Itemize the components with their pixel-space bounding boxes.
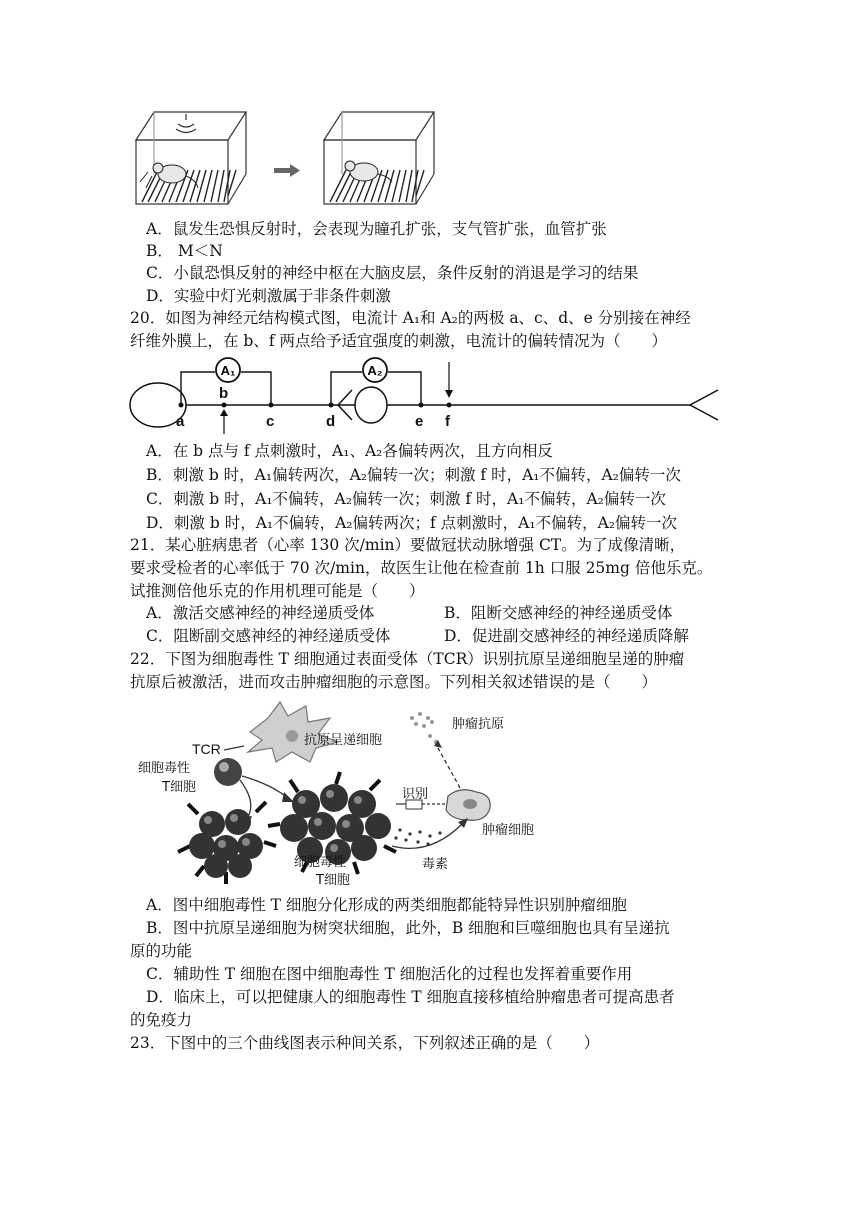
ctl-label-line1: 细胞毒性: [138, 761, 191, 776]
ctl-cluster-left: [178, 802, 276, 884]
q19-option-a: A．鼠发生恐惧反射时，会表现为瞳孔扩张，支气管扩张，血管扩张: [146, 220, 607, 238]
toxin-label: 毒素: [422, 857, 449, 872]
q22-option-d-line2: 的免疫力: [130, 1011, 193, 1029]
point-e-label: e: [415, 413, 424, 430]
q21-stem-line2: 要求受检者的心率低于 70 次/min，故医生让他在检查前 1h 口服 25mg 倍他乐克。: [130, 559, 713, 577]
q22-stem-line1: 22．下图为细胞毒性 T 细胞通过表面受体（TCR）识别抗原呈递细胞呈递的肿瘤: [130, 650, 685, 668]
tumor-antigen-label: 肿瘤抗原: [452, 717, 505, 732]
q22-option-a: A．图中细胞毒性 T 细胞分化形成的两类细胞都能特异性识别肿瘤细胞: [146, 896, 627, 914]
tumor-cell: [446, 790, 490, 821]
neuron-figure: [128, 354, 728, 436]
q22-option-d-line1: D．临床上，可以把健康人的细胞毒性 T 细胞直接移植给肿瘤患者可提高患者: [146, 988, 675, 1006]
point-f-label: f: [445, 413, 450, 430]
recognize-label: 识别: [402, 787, 429, 802]
q22-option-b-line2: 原的功能: [130, 942, 193, 960]
q21-option-c: C．阻断副交感神经的神经递质受体: [146, 627, 391, 645]
q20-stem-line2: 纤维外膜上，在 b、f 两点给予适宜强度的刺激，电流计的偏转情况为（ ）: [130, 332, 668, 350]
q19-option-c: C．小鼠恐惧反射的神经中枢在大脑皮层，条件反射的消退是学习的结果: [146, 264, 639, 282]
tumor-cell-label: 肿瘤细胞: [482, 823, 535, 838]
postsynaptic-soma: [355, 387, 387, 423]
antigen-release-arrow: [438, 748, 460, 788]
meter-a2-label: A₂: [367, 363, 383, 378]
apc-label: 抗原呈递细胞: [304, 733, 383, 748]
q20-option-c: C．刺激 b 时，A₁不偏转，A₂偏转一次；刺激 f 时，A₁不偏转，A₂偏转一次: [146, 490, 666, 508]
ctl-bottom-label-line1: 细胞毒性: [294, 855, 347, 870]
q21-option-d: D．促进副交感神经的神经递质降解: [444, 627, 689, 645]
q22-stem-line2: 抗原后被激活，进而攻击肿瘤细胞的示意图。下列相关叙述错误的是（ ）: [130, 673, 658, 691]
point-c-label: c: [266, 413, 275, 430]
q21-stem-line3: 试推测倍他乐克的作用机理可能是（ ）: [130, 582, 425, 600]
left-grid: [142, 170, 236, 202]
left-light: [176, 114, 196, 133]
immune-figure: [130, 696, 570, 888]
point-b-label: b: [219, 385, 229, 402]
meter-a1-label: A₁: [220, 363, 236, 378]
q23-stem: 23．下图中的三个曲线图表示种间关系，下列叙述正确的是（ ）: [130, 1034, 600, 1052]
q22-option-b-line1: B．图中抗原呈递细胞为树突状细胞，此外，B 细胞和巨噬细胞也具有呈递抗: [146, 919, 670, 937]
q19-option-b: B． M＜N: [146, 242, 223, 260]
q21-option-b: B．阻断交感神经的神经递质受体: [444, 604, 673, 622]
mouse-experiment-figure: [128, 104, 448, 208]
ctl-bottom-label-line2: T细胞: [316, 873, 350, 888]
q20-option-d: D．刺激 b 时，A₁不偏转，A₂偏转两次；f 点刺激时，A₁不偏转，A₂偏转一次: [146, 514, 677, 532]
point-d-label: d: [326, 413, 336, 430]
q21-stem-line1: 21．某心脏病患者（心率 130 次/min）要做冠状动脉增强 CT。为了成像清晰，: [130, 536, 686, 554]
tumor-antigen-dots: [410, 712, 438, 744]
point-a-label: a: [176, 413, 185, 430]
q20-option-b: B．刺激 b 时，A₁偏转两次，A₂偏转一次；刺激 f 时，A₁不偏转，A₂偏转一次: [146, 466, 681, 484]
q20-stem-line1: 20．如图为神经元结构模式图，电流计 A₁和 A₂的两极 a、c、d、e 分别接在神经: [130, 309, 691, 327]
q22-option-c: C．辅助性 T 细胞在图中细胞毒性 T 细胞活化的过程也发挥着重要作用: [146, 965, 633, 983]
naive-t-cell: [214, 758, 242, 786]
q19-option-d: D．实验中灯光刺激属于非条件刺激: [146, 287, 391, 305]
tcr-label: TCR: [192, 741, 221, 757]
q20-option-a: A．在 b 点与 f 点刺激时，A₁、A₂各偏转两次，且方向相反: [146, 442, 553, 460]
q21-option-a: A．激活交感神经的神经递质受体: [146, 604, 375, 622]
ctl-label-line2: T细胞: [162, 780, 196, 795]
transition-arrow: [274, 164, 300, 177]
